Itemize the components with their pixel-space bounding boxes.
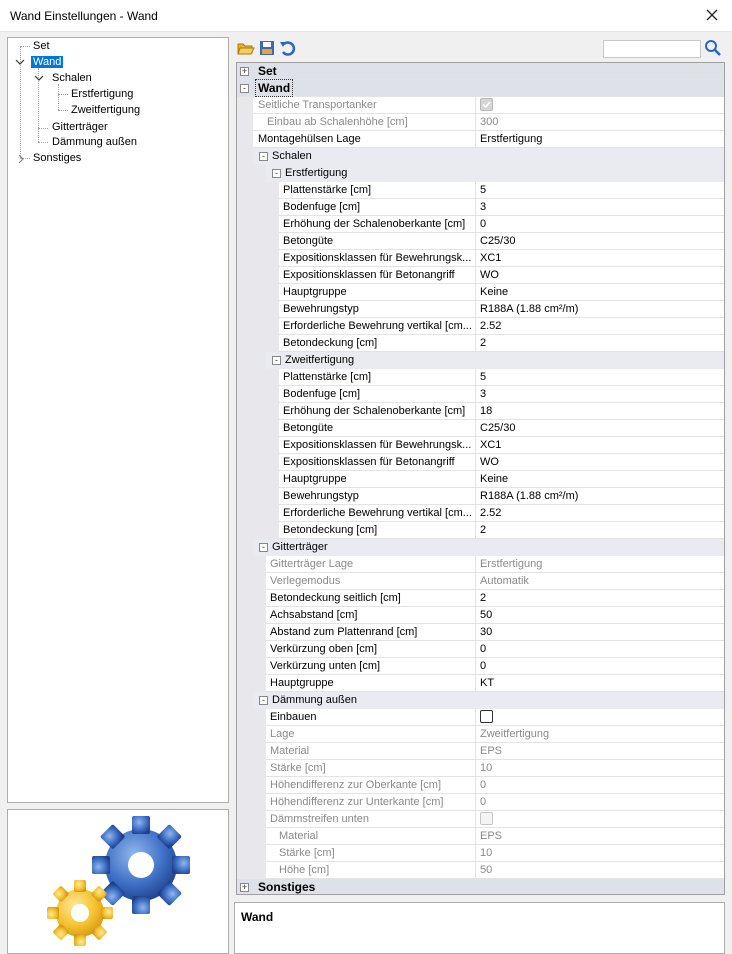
property-row[interactable] — [237, 658, 724, 675]
property-name: Höhendifferenz zur Oberkante [cm] — [270, 779, 441, 791]
category-row[interactable] — [237, 352, 724, 369]
property-row[interactable] — [237, 607, 724, 624]
property-value — [475, 811, 724, 827]
property-value[interactable]: 18 — [475, 403, 724, 419]
checkbox — [480, 98, 493, 111]
property-row[interactable] — [237, 250, 724, 267]
property-name: Höhe [cm] — [279, 864, 330, 876]
property-value[interactable]: R188A (1.88 cm²/m) — [475, 488, 724, 504]
property-row[interactable] — [237, 403, 724, 420]
property-row[interactable] — [237, 675, 724, 692]
property-value[interactable]: 30 — [475, 624, 724, 640]
property-row[interactable] — [237, 182, 724, 199]
property-row[interactable] — [237, 488, 724, 505]
category-row[interactable] — [237, 879, 724, 895]
property-row[interactable] — [237, 114, 724, 131]
window-title: Wand Einstellungen - Wand — [10, 9, 158, 23]
property-value[interactable]: 3 — [475, 199, 724, 215]
collapse-icon[interactable]: - — [272, 356, 281, 365]
property-row[interactable] — [237, 794, 724, 811]
property-row[interactable] — [237, 199, 724, 216]
property-row[interactable] — [237, 437, 724, 454]
property-name: Erhöhung der Schalenoberkante [cm] — [283, 405, 466, 417]
property-value[interactable]: Keine — [475, 284, 724, 300]
tree-item-wand[interactable]: Wand — [33, 56, 62, 68]
collapse-icon[interactable]: - — [259, 696, 268, 705]
property-name: Gitterträger Lage — [270, 558, 354, 570]
property-row[interactable] — [237, 420, 724, 437]
category-row[interactable] — [237, 80, 724, 97]
property-row[interactable] — [237, 573, 724, 590]
property-row[interactable] — [237, 862, 724, 879]
property-row[interactable] — [237, 760, 724, 777]
property-row[interactable] — [237, 97, 724, 114]
property-name: Betondeckung [cm] — [283, 337, 378, 349]
property-name: Lage — [270, 728, 295, 740]
property-value[interactable]: 50 — [475, 607, 724, 623]
collapse-icon[interactable]: - — [259, 152, 268, 161]
property-name: Bodenfuge [cm] — [283, 388, 361, 400]
property-value[interactable]: 5 — [475, 182, 724, 198]
property-row[interactable] — [237, 454, 724, 471]
property-row[interactable] — [237, 828, 724, 845]
tree-item-zweitfertigung[interactable]: Zweitfertigung — [71, 104, 141, 116]
property-value[interactable]: Keine — [475, 471, 724, 487]
property-value[interactable]: 0 — [475, 641, 724, 657]
tree-item-schalen[interactable]: Schalen — [52, 72, 92, 84]
property-name: Erhöhung der Schalenoberkante [cm] — [283, 218, 466, 230]
property-name: Stärke [cm] — [279, 847, 335, 859]
property-value[interactable]: 2 — [475, 522, 724, 538]
property-row[interactable] — [237, 216, 724, 233]
property-name: Plattenstärke [cm] — [283, 184, 372, 196]
group-label: Erstfertigung — [285, 167, 348, 179]
description-title: Wand — [241, 910, 274, 924]
property-name: Einbau ab Schalenhöhe [cm] — [267, 116, 408, 128]
property-name: Bewehrungstyp — [283, 490, 359, 502]
property-name: Hauptgruppe — [283, 286, 347, 298]
property-row[interactable] — [237, 709, 724, 726]
tree-item-sonstiges[interactable]: Sonstiges — [33, 152, 82, 164]
collapse-icon[interactable]: - — [259, 543, 268, 552]
property-name: Bewehrungstyp — [283, 303, 359, 315]
property-row[interactable] — [237, 777, 724, 794]
category-tree[interactable] — [7, 37, 229, 803]
property-row[interactable] — [237, 369, 724, 386]
category-row[interactable] — [237, 148, 724, 165]
property-value[interactable]: 2 — [475, 590, 724, 606]
property-value[interactable]: C25/30 — [475, 233, 724, 249]
property-name: Seitliche Transportanker — [258, 99, 377, 111]
property-value: 300 — [475, 114, 724, 130]
property-name: Achsabstand [cm] — [270, 609, 358, 621]
property-row[interactable] — [237, 233, 724, 250]
close-icon[interactable] — [700, 3, 724, 27]
property-value[interactable]: 2.52 — [475, 505, 724, 521]
group-label: Zweitfertigung — [285, 354, 355, 366]
property-row[interactable] — [237, 267, 724, 284]
undo-icon[interactable] — [279, 39, 297, 57]
property-row[interactable] — [237, 726, 724, 743]
tree-item-daemmung[interactable]: Dämmung außen — [52, 136, 137, 148]
property-value: Automatik — [475, 573, 724, 589]
property-value[interactable]: 2 — [475, 335, 724, 351]
property-name: Hauptgruppe — [283, 473, 347, 485]
checkbox[interactable] — [480, 710, 493, 723]
property-row[interactable] — [237, 131, 724, 148]
property-row[interactable] — [237, 624, 724, 641]
property-value: 0 — [475, 777, 724, 793]
property-name: Material — [270, 745, 310, 757]
tree-item-gittertraeger[interactable]: Gitterträger — [52, 121, 108, 133]
property-name: Bodenfuge [cm] — [283, 201, 361, 213]
property-value[interactable]: 5 — [475, 369, 724, 385]
search-icon[interactable] — [704, 39, 722, 57]
gears-logo — [7, 809, 229, 954]
property-row[interactable] — [237, 522, 724, 539]
property-row[interactable] — [237, 743, 724, 760]
property-row[interactable] — [237, 284, 724, 301]
property-value[interactable]: 3 — [475, 386, 724, 402]
property-value: Zweitfertigung — [475, 726, 724, 742]
property-row[interactable] — [237, 318, 724, 335]
group-label: Gitterträger — [272, 541, 328, 553]
property-name: Betongüte — [283, 422, 334, 434]
expand-icon[interactable]: + — [241, 882, 248, 892]
property-row[interactable] — [237, 811, 724, 828]
property-value: EPS — [475, 828, 724, 844]
category-label: Set — [258, 64, 277, 78]
property-value[interactable] — [475, 709, 724, 725]
property-name: Hauptgruppe — [270, 677, 334, 689]
group-label: Dämmung außen — [272, 694, 357, 706]
property-value: 10 — [475, 760, 724, 776]
tree-item-set[interactable]: Set — [33, 40, 50, 52]
property-row[interactable] — [237, 301, 724, 318]
property-row[interactable] — [237, 335, 724, 352]
property-name: Expositionsklassen für Bewehrungsk... — [283, 252, 472, 264]
property-grid[interactable] — [236, 62, 725, 895]
property-name: Betondeckung seitlich [cm] — [270, 592, 401, 604]
category-row[interactable] — [237, 165, 724, 182]
property-name: Verkürzung unten [cm] — [270, 660, 381, 672]
property-name: Expositionsklassen für Bewehrungsk... — [283, 439, 472, 451]
property-value[interactable]: 0 — [475, 658, 724, 674]
category-row[interactable] — [237, 63, 724, 80]
property-value: EPS — [475, 743, 724, 759]
open-folder-icon[interactable] — [237, 39, 255, 57]
search-input[interactable] — [603, 40, 701, 58]
property-name: Material — [279, 830, 319, 842]
property-row[interactable] — [237, 386, 724, 403]
property-row[interactable] — [237, 505, 724, 522]
property-value: 0 — [475, 794, 724, 810]
blue-gear-icon — [92, 816, 190, 914]
property-row[interactable] — [237, 845, 724, 862]
property-name: Montagehülsen Lage — [258, 133, 361, 145]
property-name: Expositionsklassen für Betonangriff — [283, 456, 455, 468]
property-value[interactable]: C25/30 — [475, 420, 724, 436]
category-row[interactable] — [237, 692, 724, 709]
property-row[interactable] — [237, 556, 724, 573]
property-value[interactable]: 2.52 — [475, 318, 724, 334]
property-name: Betongüte — [283, 235, 334, 247]
property-row[interactable] — [237, 471, 724, 488]
expand-icon[interactable]: + — [241, 66, 248, 76]
property-value: 50 — [475, 862, 724, 878]
property-name: Verkürzung oben [cm] — [270, 643, 378, 655]
property-name: Erforderliche Bewehrung vertikal [cm... — [283, 320, 472, 332]
property-name: Stärke [cm] — [270, 762, 326, 774]
property-value: 10 — [475, 845, 724, 861]
property-value: Erstfertigung — [475, 556, 724, 572]
expand-chevron-icon[interactable] — [34, 73, 44, 86]
property-value[interactable]: KT — [475, 675, 724, 691]
property-name: Plattenstärke [cm] — [283, 371, 372, 383]
property-value[interactable]: WO — [475, 267, 724, 283]
yellow-gear-icon — [47, 880, 113, 946]
property-value — [475, 97, 724, 113]
property-name: Abstand zum Plattenrand [cm] — [270, 626, 418, 638]
expand-chevron-icon[interactable] — [15, 57, 25, 70]
category-label: Wand — [258, 81, 291, 95]
property-value[interactable]: XC1 — [475, 250, 724, 266]
category-label: Sonstiges — [258, 880, 316, 894]
property-row[interactable] — [237, 641, 724, 658]
tree-item-erstfertigung[interactable]: Erstfertigung — [71, 88, 134, 100]
property-value[interactable]: Erstfertigung — [475, 131, 724, 147]
collapse-icon[interactable]: - — [272, 169, 281, 178]
category-row[interactable] — [237, 539, 724, 556]
collapse-icon[interactable]: - — [240, 84, 249, 93]
save-disk-icon[interactable] — [258, 39, 276, 57]
group-label: Schalen — [272, 150, 312, 162]
checkbox — [480, 812, 493, 825]
property-name: Einbauen — [270, 711, 317, 723]
property-name: Höhendifferenz zur Unterkante [cm] — [270, 796, 444, 808]
property-value[interactable]: 0 — [475, 216, 724, 232]
collapse-chevron-icon[interactable] — [16, 154, 26, 167]
property-value[interactable]: R188A (1.88 cm²/m) — [475, 301, 724, 317]
property-value[interactable]: XC1 — [475, 437, 724, 453]
description-panel — [234, 902, 725, 954]
title-bar — [0, 0, 732, 32]
property-name: Expositionsklassen für Betonangriff — [283, 269, 455, 281]
property-value[interactable]: WO — [475, 454, 724, 470]
property-row[interactable] — [237, 590, 724, 607]
property-name: Verlegemodus — [270, 575, 341, 587]
property-name: Betondeckung [cm] — [283, 524, 378, 536]
property-name: Dämmstreifen unten — [270, 813, 370, 825]
property-name: Erforderliche Bewehrung vertikal [cm... — [283, 507, 472, 519]
